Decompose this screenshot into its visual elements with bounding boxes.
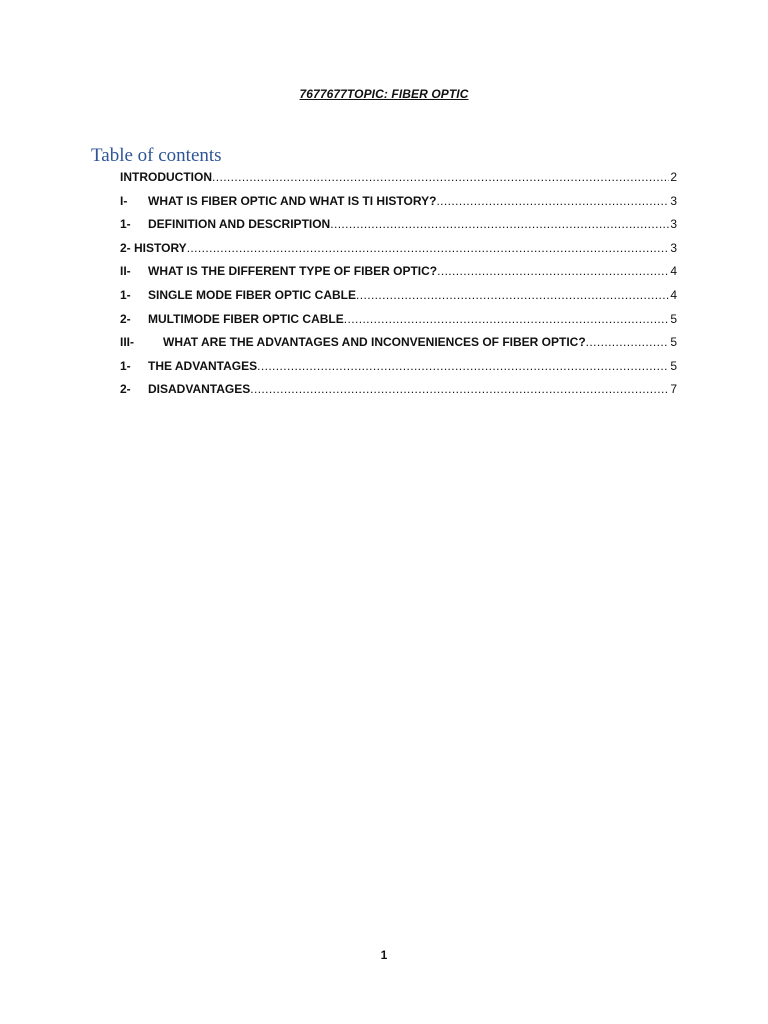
toc-entry-page: 5 [670,335,677,350]
toc-entry-text: WHAT ARE THE ADVANTAGES AND INCONVENIENCES OF FIBER OPTIC? [163,335,586,350]
toc-entry-page: 3 [670,240,677,255]
toc-dot-leader [250,382,669,396]
toc-entry-number: 1- [120,358,131,373]
toc-entry-number: 1- [120,217,131,232]
toc-dot-leader [344,312,670,326]
toc-dot-leader [257,359,669,373]
toc-entry-text: 2- HISTORY [120,240,187,255]
toc-entry-page: 4 [670,287,677,302]
toc-entry-text: THE ADVANTAGES [148,358,258,373]
toc-dot-leader [187,241,670,255]
toc-entry-types[interactable] [120,264,677,288]
toc-entry-page: 3 [670,193,677,208]
toc-entry-page: 4 [670,264,677,279]
toc-entry-number: 1- [120,287,131,302]
toc-entry-number: 2- [120,311,131,326]
toc-entry-text: DISADVANTAGES [148,382,251,397]
toc-dot-leader [356,288,669,302]
toc-entry-page: 2 [670,170,677,184]
toc-entry-page: 7 [670,382,677,397]
toc-entry-number: 2- [120,382,131,397]
toc-heading: Table of contents [91,145,222,166]
toc-entry-text: WHAT IS THE DIFFERENT TYPE OF FIBER OPTIC? [148,264,438,279]
toc-dot-leader [437,264,669,278]
toc-entry-page: 3 [670,217,677,232]
toc-entry-number: II- [120,264,131,279]
toc-entry-number: III- [120,335,134,350]
toc-entry-introduction[interactable] [120,170,677,194]
toc-entry-disadvantages[interactable] [120,382,677,406]
toc-entry-what-is-fiber-optic[interactable] [120,194,677,218]
toc-entry-page: 5 [670,358,677,373]
toc-entry-single-mode[interactable] [120,288,677,312]
toc-entry-multimode[interactable] [120,312,677,336]
toc-entry-page: 5 [670,311,677,326]
toc-entry-number: I- [120,193,128,208]
toc-entry-advantages-inconveniences[interactable] [120,335,677,359]
toc-entry-text: MULTIMODE FIBER OPTIC CABLE [148,311,344,326]
table-of-contents [120,170,677,406]
toc-entry-definition[interactable] [120,217,677,241]
toc-dot-leader [330,217,669,231]
toc-entry-text: SINGLE MODE FIBER OPTIC CABLE [148,287,357,302]
page-number: 1 [380,948,388,962]
toc-entry-text: DEFINITION AND DESCRIPTION [148,217,331,232]
toc-entry-text: WHAT IS FIBER OPTIC AND WHAT IS TI HISTORY? [148,193,437,208]
toc-dot-leader [586,335,670,349]
toc-entry-the-advantages[interactable] [120,359,677,383]
toc-dot-leader [212,170,669,184]
toc-entry-text: INTRODUCTION [120,170,212,184]
toc-dot-leader [436,194,669,208]
toc-entry-history[interactable] [120,241,677,265]
document-title: 7677677TOPIC: FIBER OPTIC [299,87,469,101]
